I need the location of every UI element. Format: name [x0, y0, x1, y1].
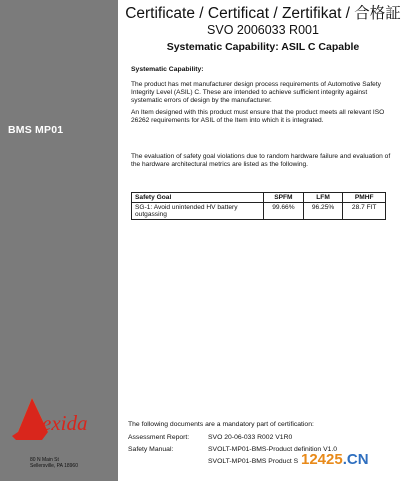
col-header-spfm: SPFM — [264, 193, 304, 203]
certificate-title: Certificate / Certificat / Zertifikat / 合格証 — [125, 5, 401, 22]
sidebar — [0, 0, 118, 481]
document-row — [128, 458, 298, 465]
document-label: Assessment Report: — [128, 434, 190, 441]
col-header-pmhf: PMHF — [343, 193, 386, 203]
capability-heading: Systematic Capability: ASIL C Capable — [166, 41, 360, 53]
address — [30, 457, 78, 469]
cell-lfm: 96.25% — [303, 203, 343, 220]
cell-goal: SG-1: Avoid unintended HV battery outgassing — [132, 203, 264, 220]
logo-text: exida — [42, 411, 88, 435]
address-line-1: 80 N Main St — [30, 457, 59, 463]
watermark-suffix: CN — [346, 451, 369, 468]
cell-pmhf: 28.7 FIT — [343, 203, 386, 220]
paragraph-1: The product has met manufacturer design process requirements of Automotive Safety Integrity Level (ASIL) C. These are intended to achieve sufficient integrity against systematic errors of design by the manufacturer. — [131, 81, 381, 105]
paragraph-3: The evaluation of safety goal violations due to random hardware failure and evaluation of the hardware architectural metrics are listed as the following. — [131, 153, 391, 169]
certificate-number: SVO 2006033 R001 — [207, 23, 319, 37]
table-row — [132, 203, 386, 220]
section-heading: Systematic Capability: — [131, 66, 204, 73]
paragraph-2: An Item designed with this product must ensure that the product meets all relevant ISO 26262 requirements for ASIL of the Item into which it is integrated. — [131, 109, 385, 125]
col-header-safety-goal: Safety Goal — [132, 193, 264, 203]
certificate-body — [118, 0, 408, 481]
exida-logo — [8, 392, 112, 452]
document-value: SVOLT-MP01-BMS Product S — [208, 458, 299, 465]
product-label: BMS MP01 — [8, 124, 64, 136]
safety-goal-table — [131, 192, 386, 220]
document-value: SVO 20-06-033 R002 V1R0 — [208, 434, 293, 441]
document-row — [128, 434, 292, 441]
watermark-dot: . — [342, 451, 347, 468]
address-line-2: Sellersville, PA 18960 — [30, 463, 78, 470]
documents-intro: The following documents are a mandatory part of certification: — [128, 421, 314, 428]
cell-spfm: 99.66% — [264, 203, 304, 220]
document-label: Safety Manual: — [128, 446, 174, 453]
document-value: SVOLT-MP01-BMS-Product definition V1.0 — [208, 446, 338, 453]
col-header-lfm: LFM — [303, 193, 343, 203]
watermark — [301, 451, 369, 468]
table-header-row — [132, 193, 386, 203]
watermark-number: 12425 — [301, 451, 343, 468]
